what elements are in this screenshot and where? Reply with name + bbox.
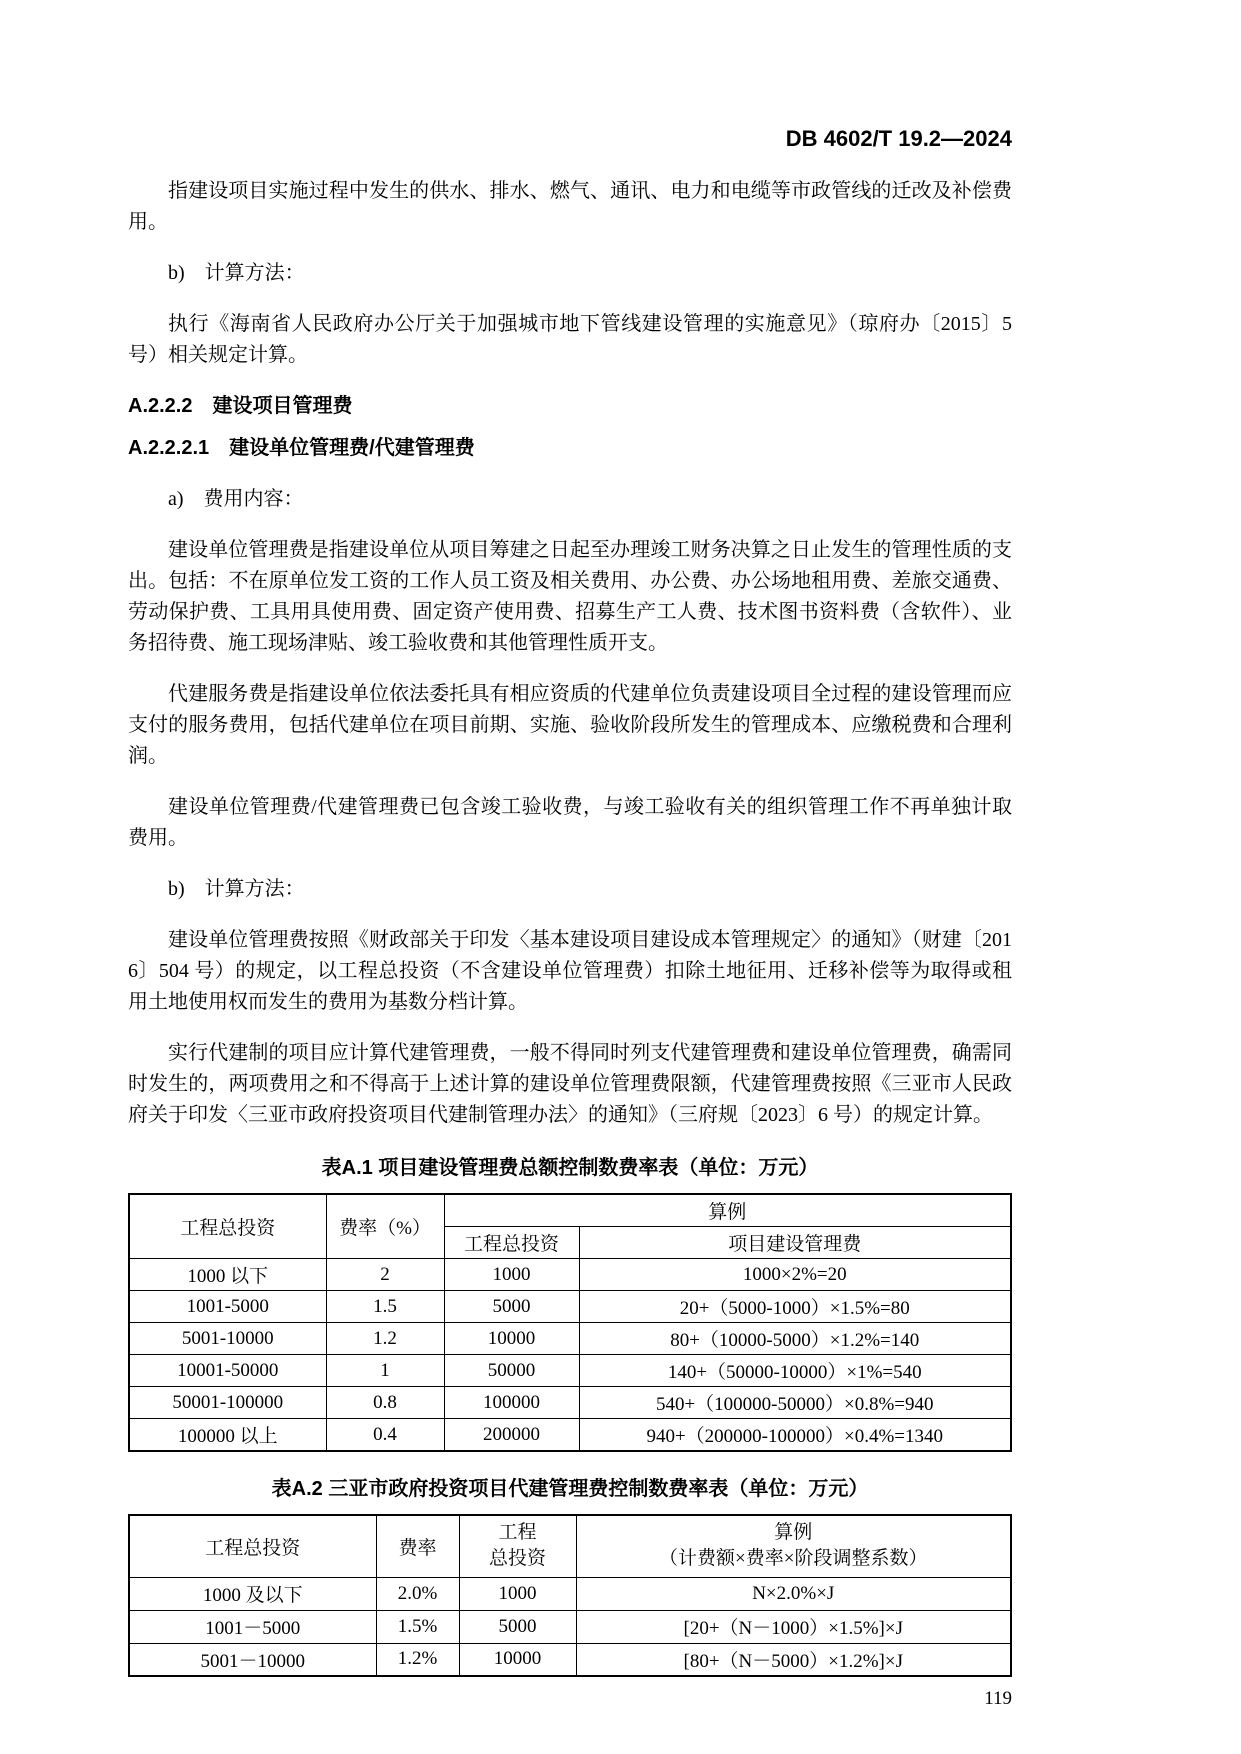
table-row bbox=[129, 1323, 1011, 1355]
list-item-b-calculation: b) 计算方法： bbox=[168, 262, 305, 284]
list-item-a-fee-content: a) 费用内容： bbox=[168, 488, 304, 510]
table-a2-caption: 表A.2 三亚市政府投资项目代建管理费控制数费率表（单位：万元） bbox=[271, 1478, 869, 1500]
table-row bbox=[129, 1577, 1011, 1610]
page-content bbox=[128, 126, 1012, 1677]
table-a2-header-example-line1: 算例 bbox=[774, 1522, 813, 1544]
table-row bbox=[129, 1291, 1011, 1323]
table-a1-header-example-fee: 项目建设管理费 bbox=[579, 1227, 1011, 1259]
table-cell: 2.0% bbox=[376, 1577, 459, 1610]
table-a1-caption: 表A.1 项目建设管理费总额控制数费率表（单位：万元） bbox=[321, 1157, 819, 1179]
table-cell: 100000 以上 bbox=[129, 1419, 326, 1452]
table-cell: N×2.0%×J bbox=[576, 1577, 1011, 1610]
page-number: 119 bbox=[984, 1688, 1012, 1709]
heading-a2221-owner-agent-fee: A.2.2.2.1 建设单位管理费/代建管理费 bbox=[128, 437, 475, 459]
paragraph-acceptance-fee-included: 建设单位管理费/代建管理费已包含竣工验收费，与竣工验收有关的组织管理工作不再单独计取费用。 bbox=[128, 796, 1012, 849]
table-a2 bbox=[128, 1514, 1012, 1677]
paragraph-pipeline-relocation: 指建设项目实施过程中发生的供水、排水、燃气、通讯、电力和电缆等市政管线的迁改及补偿费用。 bbox=[128, 180, 1012, 233]
table-cell: 1000×2%=20 bbox=[579, 1259, 1011, 1291]
table-cell: 1000 及以下 bbox=[129, 1577, 376, 1610]
table-cell: 2 bbox=[326, 1259, 444, 1291]
table-cell: 5001-10000 bbox=[129, 1323, 326, 1355]
table-cell: [80+（N－5000）×1.2%]×J bbox=[576, 1643, 1011, 1676]
table-cell: 50000 bbox=[444, 1355, 579, 1387]
table-a1-header-rate: 费率（%） bbox=[326, 1194, 444, 1259]
table-cell: 0.8 bbox=[326, 1387, 444, 1419]
table-cell: 1 bbox=[326, 1355, 444, 1387]
table-a2-header-example-investment bbox=[459, 1515, 576, 1577]
table-a2-header-example-investment-line1: 工程 bbox=[498, 1522, 537, 1544]
paragraph-agent-fee-calculation: 实行代建制的项目应计算代建管理费，一般不得同时列支代建管理费和建设单位管理费，确需同时发生的，两项费用之和不得高于上述计算的建设单位管理费限额，代建管理费按照《三亚市人民政府关于印发〈三亚市政府投资项目代建制管理办法〉的通知》（三府规〔2023〕6 号）的规定计算。 bbox=[128, 1042, 1012, 1126]
table-cell: 0.4 bbox=[326, 1419, 444, 1452]
table-a1-header-row-1 bbox=[129, 1194, 1011, 1227]
table-row bbox=[129, 1419, 1011, 1452]
table-a2-header-example-line2: （计费额×费率×阶段调整系数） bbox=[659, 1548, 928, 1570]
table-cell: 940+（200000-100000）×0.4%=1340 bbox=[579, 1419, 1011, 1452]
table-a2-header-rate: 费率 bbox=[376, 1515, 459, 1577]
table-cell: 1000 bbox=[444, 1259, 579, 1291]
table-cell: 540+（100000-50000）×0.8%=940 bbox=[579, 1387, 1011, 1419]
heading-a222-project-management-fee: A.2.2.2 建设项目管理费 bbox=[128, 395, 353, 417]
table-cell: 20+（5000-1000）×1.5%=80 bbox=[579, 1291, 1011, 1323]
table-a2-header-example bbox=[576, 1515, 1011, 1577]
table-cell: 10000 bbox=[444, 1323, 579, 1355]
table-row bbox=[129, 1610, 1011, 1643]
table-a2-header-row bbox=[129, 1515, 1011, 1577]
table-a2-header-investment: 工程总投资 bbox=[129, 1515, 376, 1577]
table-row bbox=[129, 1355, 1011, 1387]
table-cell: 1.2% bbox=[376, 1643, 459, 1676]
table-cell: 1000 以下 bbox=[129, 1259, 326, 1291]
table-cell: 1.5% bbox=[376, 1610, 459, 1643]
table-row bbox=[129, 1387, 1011, 1419]
paragraph-owner-fee-calculation: 建设单位管理费按照《财政部关于印发〈基本建设项目建设成本管理规定〉的通知》（财建〔2016〕504 号）的规定，以工程总投资（不含建设单位管理费）扣除土地征用、迁移补偿等为取得或租用土地使用权而发生的费用为基数分档计算。 bbox=[128, 929, 1012, 1013]
table-cell: 10000 bbox=[459, 1643, 576, 1676]
table-cell: 1000 bbox=[459, 1577, 576, 1610]
table-a2-header-example-investment-line2: 总投资 bbox=[488, 1548, 546, 1570]
table-cell: 1.5 bbox=[326, 1291, 444, 1323]
doc-number: DB 4602/T 19.2—2024 bbox=[785, 126, 1012, 151]
table-cell: 1001－5000 bbox=[129, 1610, 376, 1643]
table-a1 bbox=[128, 1193, 1012, 1452]
table-cell: 140+（50000-10000）×1%=540 bbox=[579, 1355, 1011, 1387]
table-cell: 10001-50000 bbox=[129, 1355, 326, 1387]
list-item-b-calculation-method: b) 计算方法： bbox=[168, 878, 305, 900]
paragraph-owner-fee-definition: 建设单位管理费是指建设单位从项目筹建之日起至办理竣工财务决算之日止发生的管理性质的支出。包括：不在原单位发工资的工作人员工资及相关费用、办公费、办公场地租用费、差旅交通费、劳动保护费、工具用具使用费、固定资产使用费、招募生产工人费、技术图书资料费（含软件）、业务招待费、施工现场津贴、竣工验收费和其他管理性质开支。 bbox=[128, 539, 1012, 654]
table-cell: 1001-5000 bbox=[129, 1291, 326, 1323]
paragraph-hainan-regulation: 执行《海南省人民政府办公厅关于加强城市地下管线建设管理的实施意见》（琼府办〔2015〕5 号）相关规定计算。 bbox=[128, 313, 1012, 366]
table-row bbox=[129, 1259, 1011, 1291]
table-cell: 1.2 bbox=[326, 1323, 444, 1355]
table-cell: 50001-100000 bbox=[129, 1387, 326, 1419]
table-a1-header-example: 算例 bbox=[444, 1194, 1011, 1227]
table-cell: 5000 bbox=[444, 1291, 579, 1323]
paragraph-agent-service-fee-definition: 代建服务费是指建设单位依法委托具有相应资质的代建单位负责建设项目全过程的建设管理而应支付的服务费用，包括代建单位在项目前期、实施、验收阶段所发生的管理成本、应缴税费和合理利润。 bbox=[128, 683, 1012, 767]
table-row bbox=[129, 1643, 1011, 1676]
table-cell: [20+（N－1000）×1.5%]×J bbox=[576, 1610, 1011, 1643]
table-cell: 5001－10000 bbox=[129, 1643, 376, 1676]
table-cell: 5000 bbox=[459, 1610, 576, 1643]
table-cell: 80+（10000-5000）×1.2%=140 bbox=[579, 1323, 1011, 1355]
table-cell: 100000 bbox=[444, 1387, 579, 1419]
table-a1-header-investment: 工程总投资 bbox=[129, 1194, 326, 1259]
table-a1-header-example-investment: 工程总投资 bbox=[444, 1227, 579, 1259]
table-cell: 200000 bbox=[444, 1419, 579, 1452]
